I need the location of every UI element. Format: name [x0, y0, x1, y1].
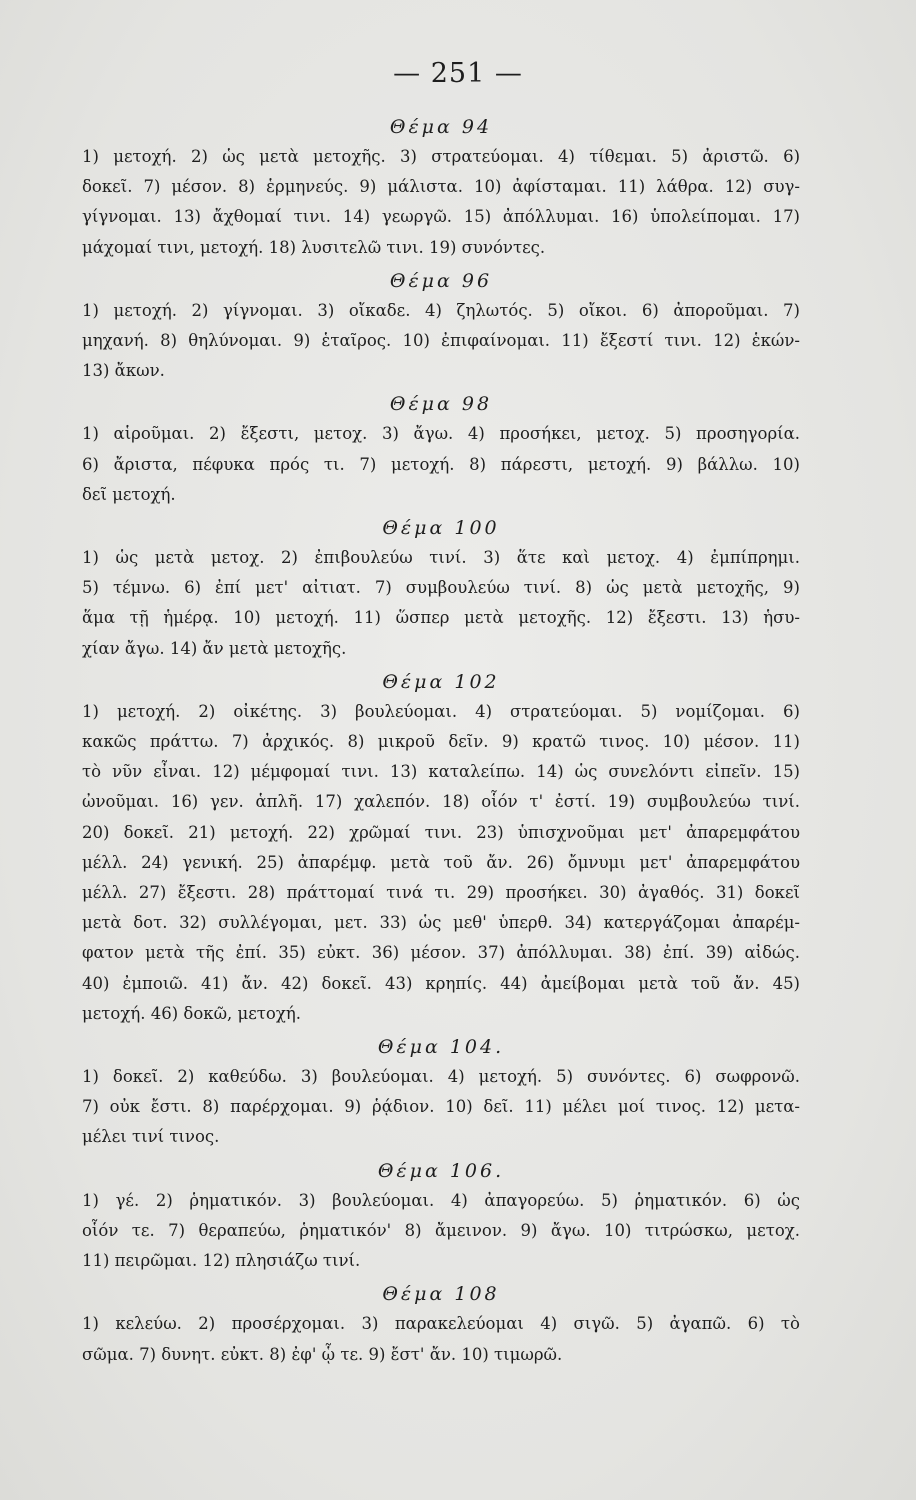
answer-key-content	[82, 112, 800, 1373]
section-title: Θέμα 96	[389, 269, 493, 292]
text-line: μηχανή. 8) θηλύνομαι. 9) ἑταῖρος. 10) ἐπιφαίνομαι. 11) ἔξεστί τινι. 12) ἑκών-	[82, 331, 800, 351]
text-line: 1) ὡς μετὰ μετοχ. 2) ἐπιβουλεύω τινί. 3) ἅτε καὶ μετοχ. 4) ἐμπίπρημι.	[82, 548, 800, 568]
section-102	[82, 667, 800, 1029]
text-line: μετοχή. 46) δοκῶ, μετοχή.	[82, 1003, 301, 1023]
section-98	[82, 389, 800, 510]
text-line: γίγνομαι. 13) ἄχθομαί τινι. 14) γεωργῶ. 15) ἀπόλλυμαι. 16) ὑπολείπομαι. 17)	[82, 207, 800, 227]
text-line: 6) ἄριστα, πέφυκα πρός τι. 7) μετοχή. 8) πάρεστι, μετοχή. 9) βάλλω. 10)	[82, 454, 800, 474]
text-line: μέλει τινί τινος.	[82, 1127, 220, 1147]
text-line: 20) δοκεῖ. 21) μετοχή. 22) χρῶμαί τινι. 23) ὑπισχνοῦμαι μετ' ἀπαρεμφάτου	[82, 822, 800, 842]
section-94	[82, 112, 800, 263]
text-line: μέλλ. 27) ἔξεστι. 28) πράττομαί τινά τι. 29) προσήκει. 30) ἀγαθός. 31) δοκεῖ	[82, 883, 800, 903]
text-line: 1) μετοχή. 2) ὡς μετὰ μετοχῆς. 3) στρατεύομαι. 4) τίθεμαι. 5) ἀριστῶ. 6)	[82, 147, 800, 166]
text-line: ὠνοῦμαι. 16) γεν. ἁπλῆ. 17) χαλεπόν. 18) οἷόν τ' ἐστί. 19) συμβουλεύω τινί.	[82, 792, 800, 812]
section-96	[82, 266, 800, 387]
text-line: 11) πειρῶμαι. 12) πλησιάζω τινί.	[82, 1251, 361, 1271]
text-line: κακῶς πράττω. 7) ἀρχικός. 8) μικροῦ δεῖν. 9) κρατῶ τινος. 10) μέσον. 11)	[82, 732, 800, 752]
text-line: δοκεῖ. 7) μέσον. 8) ἑρμηνεύς. 9) μάλιστα. 10) ἀφίσταμαι. 11) λάθρα. 12) συγ-	[82, 177, 800, 197]
text-line: χίαν ἄγω. 14) ἄν μετὰ μετοχῆς.	[82, 638, 347, 658]
section-title: Θέμα 94	[389, 116, 493, 138]
section-text	[82, 543, 800, 664]
text-line: σῶμα. 7) δυνητ. εὐκτ. 8) ἐφ' ᾧ τε. 9) ἔστ' ἄν. 10) τιμωρῶ.	[82, 1344, 563, 1364]
text-line: οἷόν τε. 7) θεραπεύω, ῥηματικόν' 8) ἄμεινον. 9) ἄγω. 10) τιτρώσκω, μετοχ.	[82, 1220, 800, 1240]
text-line: 7) οὐκ ἔστι. 8) παρέρχομαι. 9) ῥᾴδιον. 10) δεῖ. 11) μέλει μοί τινος. 12) μετα-	[82, 1097, 800, 1117]
text-line: 1) αἱροῦμαι. 2) ἔξεστι, μετοχ. 3) ἄγω. 4) προσήκει, μετοχ. 5) προσηγορία.	[82, 424, 800, 444]
text-line: 5) τέμνω. 6) ἐπί μετ' αἰτιατ. 7) συμβουλεύω τινί. 8) ὡς μετὰ μετοχῆς, 9)	[82, 578, 800, 598]
text-line: 1) κελεύω. 2) προσέρχομαι. 3) παρακελεύομαι 4) σιγῶ. 5) ἀγαπῶ. 6) τὸ	[82, 1314, 800, 1334]
text-line: δεῖ μετοχή.	[82, 484, 176, 504]
section-text	[82, 697, 800, 1029]
text-line: μέλλ. 24) γενική. 25) ἀπαρέμφ. μετὰ τοῦ ἄν. 26) ὄμνυμι μετ' ἀπαρεμφάτου	[82, 852, 800, 872]
section-title: Θέμα 98	[389, 393, 493, 416]
section-108	[82, 1279, 800, 1369]
section-title: Θέμα 106.	[377, 1159, 505, 1182]
text-line: μάχομαί τινι, μετοχή. 18) λυσιτελῶ τινι. 19) συνόντες.	[82, 237, 546, 257]
section-title: Θέμα 104.	[377, 1036, 505, 1059]
section-100	[82, 513, 800, 664]
text-line: 1) δοκεῖ. 2) καθεύδω. 3) βουλεύομαι. 4) μετοχή. 5) συνόντες. 6) σωφρονῶ.	[82, 1067, 800, 1087]
section-104	[82, 1032, 800, 1153]
section-text	[82, 1062, 800, 1153]
section-title: Θέμα 100	[382, 517, 500, 540]
text-line: φατον μετὰ τῆς ἐπί. 35) εὐκτ. 36) μέσον. 37) ἀπόλλυμαι. 38) ἐπί. 39) αἰδώς.	[82, 943, 800, 963]
section-text	[82, 1309, 800, 1369]
text-line: 1) μετοχή. 2) οἰκέτης. 3) βουλεύομαι. 4) στρατεύομαι. 5) νομίζομαι. 6)	[82, 701, 800, 721]
text-line: μετὰ δοτ. 32) συλλέγομαι, μετ. 33) ὡς μεθ' ὑπερθ. 34) κατεργάζομαι ἀπαρέμ-	[82, 913, 800, 933]
section-title: Θέμα 102	[382, 670, 500, 693]
text-line: 40) ἐμποιῶ. 41) ἄν. 42) δοκεῖ. 43) κρηπίς. 44) ἀμείβομαι μετὰ τοῦ ἄν. 45)	[82, 973, 800, 993]
page-number: — 251 —	[393, 58, 523, 89]
section-106	[82, 1156, 800, 1277]
section-text	[82, 142, 800, 263]
section-title: Θέμα 108	[382, 1283, 500, 1306]
text-line: ἅμα τῇ ἡμέρᾳ. 10) μετοχή. 11) ὥσπερ μετὰ μετοχῆς. 12) ἔξεστι. 13) ἡσυ-	[82, 608, 800, 628]
text-line: τὸ νῦν εἶναι. 12) μέμφομαί τινι. 13) καταλείπω. 14) ὡς συνελόντι εἰπεῖν. 15)	[82, 762, 800, 782]
text-line: 1) γέ. 2) ῥηματικόν. 3) βουλεύομαι. 4) ἀπαγορεύω. 5) ῥηματικόν. 6) ὡς	[82, 1190, 800, 1210]
section-text	[82, 419, 800, 510]
text-line: 13) ἄκων.	[82, 361, 165, 381]
section-text	[82, 1186, 800, 1277]
section-text	[82, 296, 800, 387]
text-line: 1) μετοχή. 2) γίγνομαι. 3) οἴκαδε. 4) ζηλωτός. 5) οἴκοι. 6) ἀποροῦμαι. 7)	[82, 300, 800, 320]
